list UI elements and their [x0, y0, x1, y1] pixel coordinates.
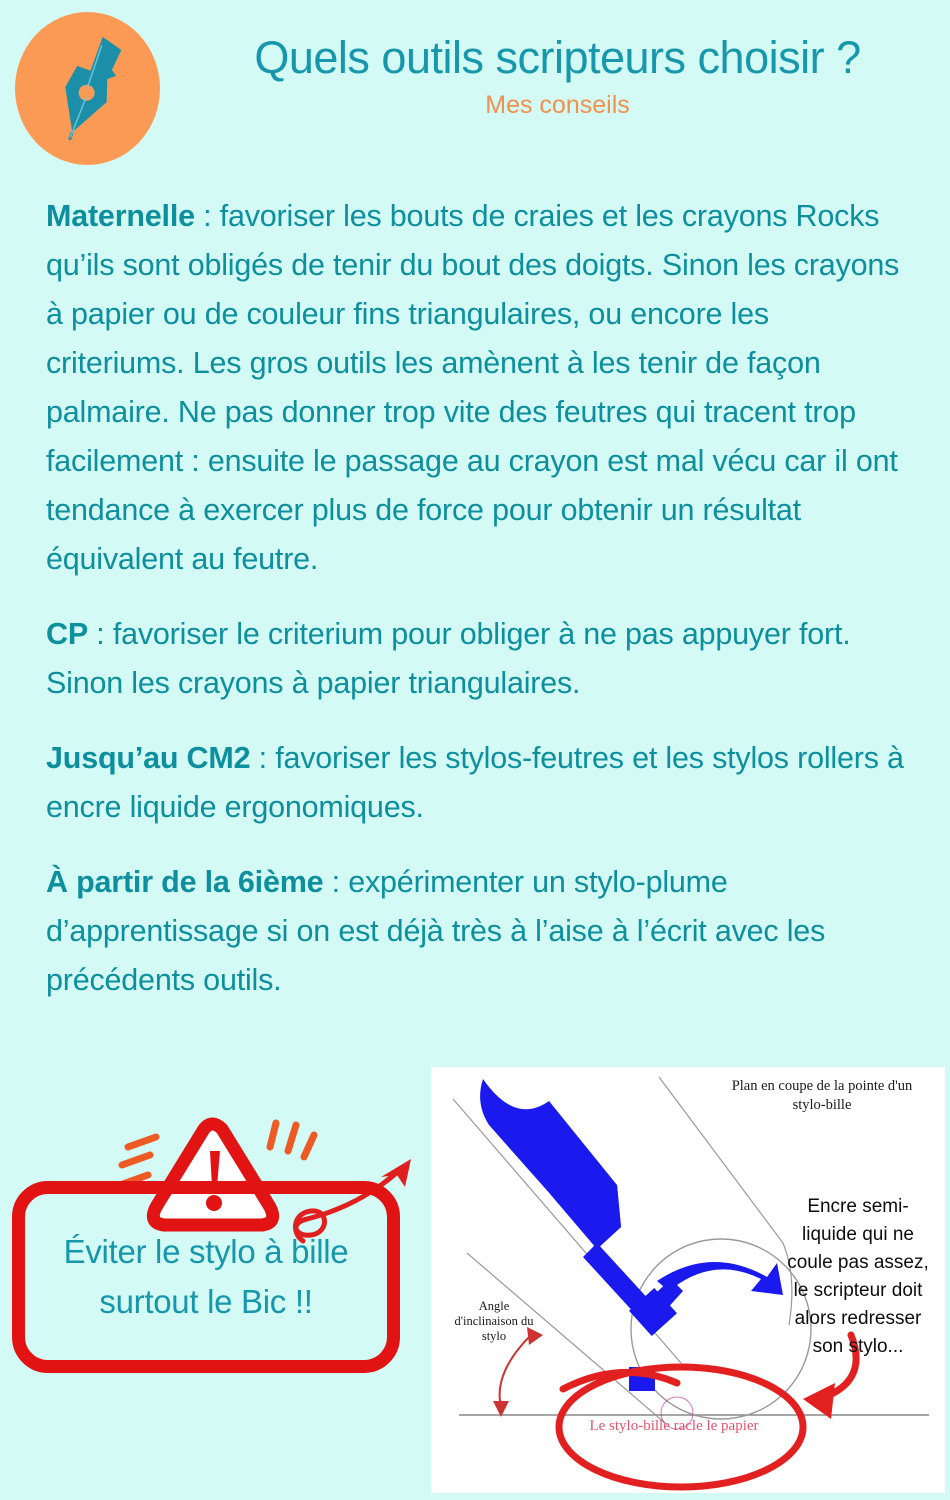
- advice-level-cp: CP: [46, 617, 88, 651]
- diagram-title: Plan en coupe de la pointe d'un stylo-bille: [731, 1078, 913, 1113]
- advice-level-maternelle: Maternelle: [46, 199, 195, 233]
- page-title: Quels outils scripteurs choisir ?: [254, 32, 861, 83]
- advice-text-maternelle: favoriser les bouts de craies et les crayons Rocks qu’ils sont obligés de tenir du bout des doigts. Sinon les crayons à papier ou de couleur fins triangulaires, ou encore les criteriums. Les gros outils les amènent à les tenir de façon palmaire. Ne pas donner trop vite des feutres qui tracent trop facilement : ensuite le passage au crayon est mal vécu car il ont tendance à exercer plus de force pour obtenir un résultat équivalent au feutre.: [46, 199, 900, 576]
- advice-paragraph-maternelle: [46, 192, 904, 584]
- warning-callout: [0, 1115, 420, 1445]
- diagram-angle-label: Angle d'inclinaison du stylo: [454, 1299, 534, 1343]
- diagram-ink-note: Encre semi-liquide qui ne coule pas assez, le scripteur doit alors redresser son stylo...: [787, 1196, 929, 1357]
- advice-separator: :: [250, 741, 276, 775]
- page-subtitle: Mes conseils: [485, 90, 630, 119]
- advice-separator: :: [194, 199, 220, 233]
- advice-text-cm2: favoriser les stylos-feutres et les stylos rollers à encre liquide ergonomiques.: [46, 741, 904, 824]
- header-text-block: [175, 32, 940, 120]
- fountain-pen-nib-icon: [40, 31, 136, 147]
- bottom-section: [0, 1060, 950, 1500]
- diagram-racle-label: Le stylo-bille racle le papier: [589, 1418, 759, 1434]
- advice-level-sixieme: À partir de la 6ième: [46, 865, 324, 899]
- page-header: [0, 0, 950, 175]
- advice-list: [46, 192, 904, 1005]
- advice-separator: :: [87, 617, 113, 651]
- advice-level-cm2: Jusqu’au CM2: [46, 741, 251, 775]
- advice-text-cp: favoriser le criterium pour obliger à ne pas appuyer fort. Sinon les crayons à papier triangulaires.: [46, 617, 851, 700]
- warning-box: [12, 1181, 400, 1373]
- advice-separator: :: [323, 865, 349, 899]
- advice-text-sixieme: expérimenter un stylo-plume d’apprentissage si on est déjà très à l’aise à l’écrit avec les précédents outils.: [46, 865, 826, 997]
- advice-paragraph-sixieme: [46, 858, 904, 1005]
- advice-paragraph-cp: [46, 610, 904, 708]
- ballpoint-cross-section-diagram: [431, 1067, 945, 1493]
- warning-line-1: Éviter le stylo à bille: [63, 1233, 349, 1270]
- warning-text: [46, 1227, 367, 1327]
- advice-paragraph-cm2: [46, 734, 904, 832]
- warning-line-2: surtout le Bic !!: [99, 1283, 313, 1320]
- logo-badge: [15, 12, 160, 165]
